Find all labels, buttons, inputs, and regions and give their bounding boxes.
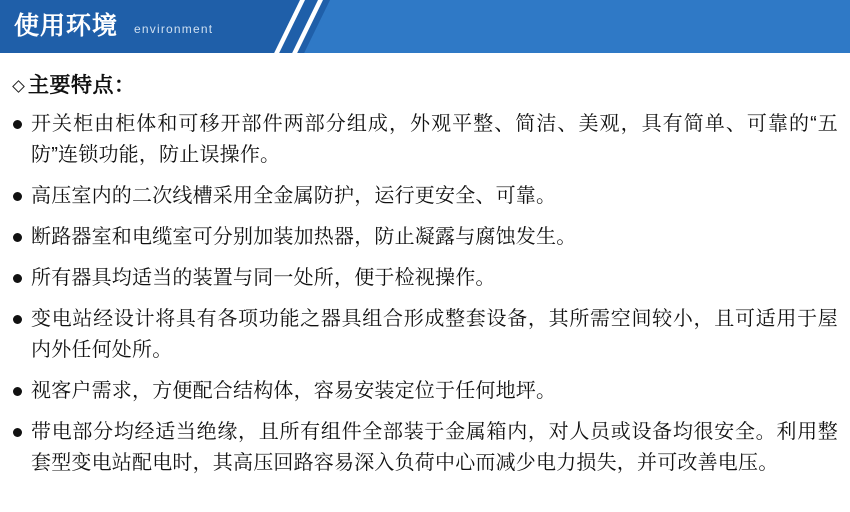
bullet-icon [13,315,22,324]
list-item-text: 断路器室和电缆室可分别加装加热器，防止凝露与腐蚀发生。 [31,226,577,248]
list-item [12,109,838,171]
page-subtitle: environment [134,22,214,36]
list-item-text: 视客户需求，方便配合结构体，容易安装定位于任何地坪。 [31,380,557,402]
list-item-text: 所有器具均适当的装置与同一处所，便于检视操作。 [31,267,496,289]
bullet-icon [13,233,22,242]
section-heading-label: 主要特点： [28,74,136,97]
feature-list [12,109,838,479]
content-area [0,53,850,479]
bullet-icon [13,192,22,201]
list-item [12,181,838,212]
bullet-icon [13,428,22,437]
list-item [12,304,838,366]
banner-accent-shape [304,0,850,53]
list-item-text: 开关柜由柜体和可移开部件两部分组成，外观平整、简洁、美观，具有简单、可靠的“五防”连锁功能，防止误操作。 [31,113,838,166]
list-item [12,417,838,479]
list-item-text: 带电部分均经适当绝缘，且所有组件全部装于金属箱内，对人员或设备均很安全。利用整套型变电站配电时，其高压回路容易深入负荷中心而减少电力损失，并可改善电压。 [31,421,838,474]
list-item [12,263,838,294]
header-banner [0,0,850,53]
bullet-icon [13,120,22,129]
list-item-text: 高压室内的二次线槽采用全金属防护，运行更安全、可靠。 [31,185,557,207]
page-title: 使用环境 [14,12,119,40]
bullet-icon [13,387,22,396]
list-item [12,222,838,253]
section-heading [14,73,838,99]
bullet-icon [13,274,22,283]
list-item-text: 变电站经设计将具有各项功能之器具组合形成整套设备，其所需空间较小，且可适用于屋内外任何处所。 [31,308,838,361]
list-item [12,376,838,407]
diamond-icon [12,80,25,93]
